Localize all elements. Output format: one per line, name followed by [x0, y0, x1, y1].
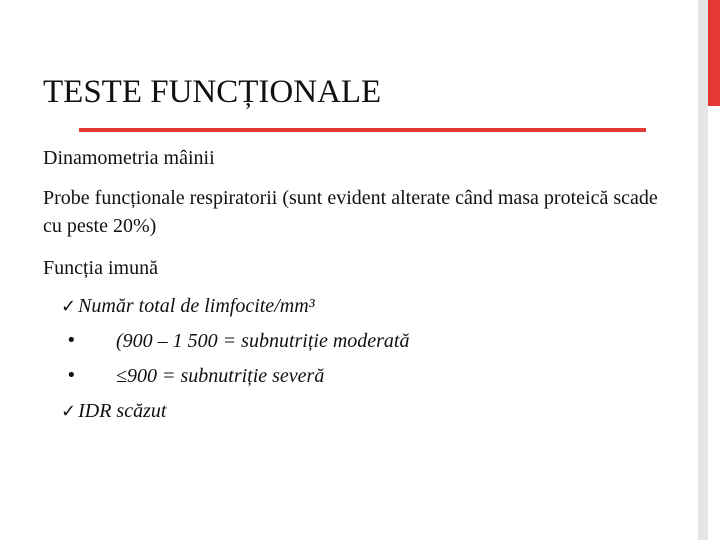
check-icon: ✓	[61, 296, 77, 317]
bullet-item-moderate: (900 – 1 500 = subnutriție moderată	[116, 330, 410, 352]
check-item-label: IDR scăzut	[78, 400, 167, 422]
accent-bar	[708, 0, 720, 106]
paragraph-hand-dynamometry: Dinamometria mâinii	[43, 147, 215, 169]
paragraph-immune-function: Funcția imună	[43, 257, 158, 279]
slide-title: TESTE FUNCȚIONALE	[43, 74, 382, 110]
bullet-item-severe: ≤900 = subnutriție severă	[116, 365, 325, 387]
title-underline	[79, 128, 646, 132]
bullet-icon: •	[66, 330, 77, 351]
check-item-lymphocytes	[61, 292, 315, 321]
paragraph-respiratory-tests: Probe funcționale respiratorii (sunt evident alterate când masa proteică scade cu peste 20%)	[43, 187, 658, 237]
check-item-label: Număr total de limfocite/mm³	[78, 295, 315, 317]
edge-bar	[698, 0, 708, 540]
check-icon: ✓	[61, 401, 77, 422]
check-item-idr	[61, 397, 166, 426]
bullet-icon: •	[66, 365, 77, 386]
